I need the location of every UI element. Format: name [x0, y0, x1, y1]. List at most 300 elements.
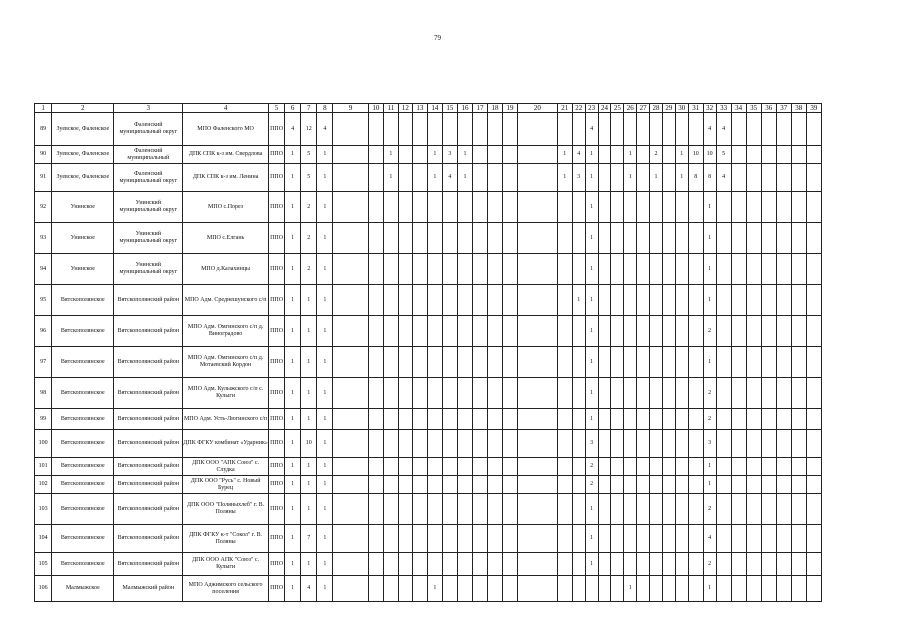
table-cell: [675, 113, 688, 146]
table-cell: [472, 192, 487, 223]
table-cell: 104: [35, 525, 52, 553]
table-cell: 2: [301, 223, 317, 254]
table-cell: Вятскополянский район: [114, 553, 183, 576]
table-cell: 1: [703, 285, 716, 316]
table-cell: 1: [457, 146, 472, 164]
table-cell: [611, 347, 624, 378]
table-row: [35, 164, 822, 192]
table-cell: [333, 223, 368, 254]
table-cell: [716, 476, 731, 494]
table-cell: [427, 494, 442, 525]
table-cell: Вятскополянское: [52, 494, 114, 525]
table-cell: [688, 113, 703, 146]
table-cell: [637, 525, 650, 553]
table-cell: [688, 458, 703, 476]
table-row: [35, 146, 822, 164]
table-cell: 1: [675, 146, 688, 164]
table-cell: [637, 378, 650, 409]
table-cell: 1: [427, 164, 442, 192]
table-cell: [624, 525, 637, 553]
table-cell: Вятскополянское: [52, 476, 114, 494]
table-cell: [457, 494, 472, 525]
table-cell: [731, 223, 746, 254]
table-cell: [572, 409, 585, 430]
table-cell: 1: [317, 553, 333, 576]
table-cell: 1: [317, 223, 333, 254]
page-number: 79: [434, 34, 441, 42]
table-cell: [368, 476, 383, 494]
table-cell: [333, 430, 368, 458]
table-cell: ДПК СПК к-з им. Свердлова: [183, 146, 269, 164]
table-cell: [598, 458, 611, 476]
table-cell: Вятскополянское: [52, 316, 114, 347]
table-cell: [761, 576, 776, 602]
table-cell: [518, 347, 558, 378]
table-cell: [472, 254, 487, 285]
table-cell: 1: [585, 409, 598, 430]
table-cell: [503, 223, 518, 254]
table-cell: Малмыжский район: [114, 576, 183, 602]
table-cell: Фаленский муниципальный округ: [114, 164, 183, 192]
table-cell: [488, 254, 503, 285]
table-cell: [412, 285, 427, 316]
table-cell: [398, 553, 412, 576]
table-cell: [731, 576, 746, 602]
table-cell: Вятскополянский район: [114, 409, 183, 430]
table-cell: 7: [301, 525, 317, 553]
table-cell: [383, 409, 398, 430]
table-cell: [650, 494, 663, 525]
table-cell: [368, 494, 383, 525]
table-cell: [572, 576, 585, 602]
table-cell: [472, 316, 487, 347]
table-cell: [383, 316, 398, 347]
table-cell: [791, 285, 806, 316]
table-cell: [398, 223, 412, 254]
table-cell: [624, 458, 637, 476]
table-cell: [598, 285, 611, 316]
table-cell: 3: [572, 164, 585, 192]
table-cell: ППО: [269, 458, 285, 476]
table-cell: [368, 458, 383, 476]
table-cell: [746, 347, 761, 378]
header-cell: 20: [518, 104, 558, 113]
table-cell: [518, 553, 558, 576]
table-cell: [650, 378, 663, 409]
table-cell: [488, 458, 503, 476]
table-cell: 98: [35, 378, 52, 409]
header-cell: 17: [472, 104, 487, 113]
table-cell: [412, 254, 427, 285]
table-cell: [637, 576, 650, 602]
table-cell: [572, 192, 585, 223]
table-cell: [398, 430, 412, 458]
table-cell: [572, 494, 585, 525]
table-cell: [731, 458, 746, 476]
table-cell: МПО Адм. Омгинского с/п д. Виноградово: [183, 316, 269, 347]
table-cell: [503, 476, 518, 494]
table-cell: [637, 553, 650, 576]
header-cell: 31: [688, 104, 703, 113]
table-cell: [488, 285, 503, 316]
table-cell: 1: [585, 494, 598, 525]
table-cell: [761, 347, 776, 378]
table-cell: [716, 192, 731, 223]
table-cell: [637, 146, 650, 164]
table-cell: 1: [317, 430, 333, 458]
table-cell: [557, 378, 572, 409]
table-cell: [650, 576, 663, 602]
table-cell: 1: [317, 378, 333, 409]
table-cell: [383, 525, 398, 553]
table-cell: 103: [35, 494, 52, 525]
table-cell: 1: [317, 494, 333, 525]
table-cell: [611, 285, 624, 316]
table-cell: [637, 285, 650, 316]
table-cell: ППО: [269, 409, 285, 430]
table-cell: [791, 316, 806, 347]
table-cell: 1: [572, 285, 585, 316]
header-cell: 33: [716, 104, 731, 113]
table-cell: [598, 347, 611, 378]
table-cell: [746, 476, 761, 494]
table-cell: [624, 409, 637, 430]
table-cell: [791, 192, 806, 223]
table-cell: [716, 430, 731, 458]
table-cell: [746, 164, 761, 192]
table-cell: 1: [301, 285, 317, 316]
header-cell: 37: [776, 104, 791, 113]
table-cell: ДПК ФГКУ к-т "Сокол" г. В. Поляны: [183, 525, 269, 553]
table-cell: [806, 192, 821, 223]
table-cell: 1: [427, 146, 442, 164]
table-cell: 94: [35, 254, 52, 285]
table-cell: [746, 254, 761, 285]
table-cell: [650, 113, 663, 146]
table-cell: [598, 553, 611, 576]
table-cell: [746, 525, 761, 553]
table-cell: 1: [624, 146, 637, 164]
table-cell: 1: [301, 316, 317, 347]
table-cell: [457, 285, 472, 316]
table-cell: [746, 553, 761, 576]
table-cell: [761, 430, 776, 458]
table-cell: Вятскополянский район: [114, 525, 183, 553]
header-cell: 19: [503, 104, 518, 113]
table-cell: 1: [285, 378, 301, 409]
table-cell: [761, 254, 776, 285]
table-cell: [412, 347, 427, 378]
table-cell: 1: [285, 146, 301, 164]
table-cell: 92: [35, 192, 52, 223]
table-cell: [776, 409, 791, 430]
table-cell: [746, 378, 761, 409]
table-cell: [716, 347, 731, 378]
table-cell: [368, 347, 383, 378]
table-cell: [457, 430, 472, 458]
table-cell: МПО Адм. Среднешунского с/п: [183, 285, 269, 316]
table-cell: [503, 146, 518, 164]
table-row: [35, 223, 822, 254]
table-cell: [488, 576, 503, 602]
table-cell: [624, 192, 637, 223]
table-cell: [472, 347, 487, 378]
table-cell: [637, 494, 650, 525]
table-cell: [761, 409, 776, 430]
table-cell: 1: [285, 316, 301, 347]
table-cell: [716, 576, 731, 602]
table-cell: 1: [703, 223, 716, 254]
table-cell: 4: [572, 146, 585, 164]
table-cell: [746, 494, 761, 525]
header-cell: 10: [368, 104, 383, 113]
table-cell: [398, 494, 412, 525]
header-cell: 12: [398, 104, 412, 113]
table-cell: [746, 409, 761, 430]
table-cell: [333, 146, 368, 164]
table-cell: 8: [703, 164, 716, 192]
table-cell: [442, 347, 457, 378]
table-cell: [746, 192, 761, 223]
table-cell: ППО: [269, 316, 285, 347]
header-cell: 36: [761, 104, 776, 113]
table-cell: [383, 285, 398, 316]
table-cell: [776, 458, 791, 476]
table-cell: [624, 254, 637, 285]
table-cell: [650, 458, 663, 476]
table-cell: [398, 113, 412, 146]
table-cell: [472, 430, 487, 458]
table-cell: [776, 525, 791, 553]
table-cell: [383, 458, 398, 476]
table-cell: [427, 525, 442, 553]
table-cell: 1: [585, 347, 598, 378]
table-cell: ППО: [269, 223, 285, 254]
table-cell: [503, 285, 518, 316]
table-cell: [662, 409, 675, 430]
table-cell: [791, 553, 806, 576]
table-cell: [488, 476, 503, 494]
table-cell: 1: [285, 285, 301, 316]
table-cell: [333, 494, 368, 525]
table-cell: 1: [285, 525, 301, 553]
table-cell: 102: [35, 476, 52, 494]
table-cell: [398, 458, 412, 476]
table-cell: 1: [317, 458, 333, 476]
table-cell: [412, 164, 427, 192]
table-cell: [675, 378, 688, 409]
table-cell: 1: [457, 164, 472, 192]
table-cell: [637, 347, 650, 378]
table-cell: [598, 254, 611, 285]
table-cell: 4: [703, 113, 716, 146]
table-cell: [688, 285, 703, 316]
table-cell: [368, 113, 383, 146]
table-cell: [731, 430, 746, 458]
table-cell: [412, 476, 427, 494]
table-cell: 2: [301, 192, 317, 223]
table-cell: 1: [301, 553, 317, 576]
table-cell: [806, 378, 821, 409]
table-cell: [585, 576, 598, 602]
table-cell: [716, 316, 731, 347]
table-cell: Унинское: [52, 192, 114, 223]
table-cell: 1: [301, 476, 317, 494]
header-cell: 3: [114, 104, 183, 113]
table-cell: [731, 113, 746, 146]
table-cell: [398, 316, 412, 347]
table-cell: 1: [301, 494, 317, 525]
table-cell: 8: [688, 164, 703, 192]
table-cell: [761, 192, 776, 223]
table-cell: [572, 458, 585, 476]
header-cell: 11: [383, 104, 398, 113]
table-cell: [611, 254, 624, 285]
header-cell: 34: [731, 104, 746, 113]
table-cell: [662, 476, 675, 494]
table-cell: [791, 476, 806, 494]
table-cell: [611, 430, 624, 458]
table-cell: 2: [703, 494, 716, 525]
table-cell: [761, 494, 776, 525]
table-cell: [427, 409, 442, 430]
table-cell: [675, 576, 688, 602]
table-cell: [398, 476, 412, 494]
table-cell: [572, 113, 585, 146]
table-cell: [806, 553, 821, 576]
table-cell: [675, 285, 688, 316]
table-cell: [398, 576, 412, 602]
table-cell: [557, 285, 572, 316]
table-cell: 2: [703, 553, 716, 576]
table-row: [35, 458, 822, 476]
header-cell: 14: [427, 104, 442, 113]
table-cell: 1: [285, 347, 301, 378]
table-cell: [503, 576, 518, 602]
header-cell: 35: [746, 104, 761, 113]
table-cell: 1: [285, 164, 301, 192]
table-cell: [383, 223, 398, 254]
table-cell: [650, 409, 663, 430]
table-cell: [503, 525, 518, 553]
table-cell: 1: [585, 192, 598, 223]
table-cell: [611, 113, 624, 146]
table-cell: [518, 316, 558, 347]
table-cell: [650, 254, 663, 285]
table-cell: [368, 525, 383, 553]
table-row: [35, 347, 822, 378]
table-cell: [791, 223, 806, 254]
table-cell: [806, 285, 821, 316]
table-cell: [688, 409, 703, 430]
table-cell: [398, 192, 412, 223]
table-cell: [442, 576, 457, 602]
table-cell: [776, 254, 791, 285]
table-cell: [688, 223, 703, 254]
table-cell: [611, 378, 624, 409]
table-cell: 1: [703, 576, 716, 602]
table-cell: [368, 378, 383, 409]
table-cell: [650, 476, 663, 494]
table-cell: [761, 458, 776, 476]
table-cell: [557, 553, 572, 576]
table-cell: [776, 164, 791, 192]
table-cell: [776, 494, 791, 525]
table-cell: [412, 430, 427, 458]
table-cell: [675, 430, 688, 458]
table-cell: ДПК ООО "Поляныхлеб" г. В. Поляны: [183, 494, 269, 525]
table-cell: 1: [383, 164, 398, 192]
header-cell: 13: [412, 104, 427, 113]
table-cell: Вятскополянский район: [114, 458, 183, 476]
table-cell: [731, 553, 746, 576]
table-cell: [472, 476, 487, 494]
table-cell: [368, 164, 383, 192]
header-cell: 39: [806, 104, 821, 113]
table-cell: ППО: [269, 476, 285, 494]
table-cell: [637, 476, 650, 494]
table-cell: [398, 285, 412, 316]
header-cell: 32: [703, 104, 716, 113]
table-cell: [611, 409, 624, 430]
table-cell: [398, 164, 412, 192]
table-cell: [611, 494, 624, 525]
table-cell: [518, 525, 558, 553]
table-cell: 1: [301, 378, 317, 409]
table-cell: ППО: [269, 430, 285, 458]
table-cell: [611, 164, 624, 192]
table-cell: МПО Аджимского сельского поселения: [183, 576, 269, 602]
table-cell: [398, 347, 412, 378]
table-cell: МПО с.Порез: [183, 192, 269, 223]
table-cell: 90: [35, 146, 52, 164]
table-cell: ППО: [269, 285, 285, 316]
table-cell: [761, 113, 776, 146]
table-cell: ППО: [269, 576, 285, 602]
table-cell: 89: [35, 113, 52, 146]
table-cell: 4: [285, 113, 301, 146]
table-cell: [637, 430, 650, 458]
table-cell: [791, 254, 806, 285]
table-cell: [598, 525, 611, 553]
table-cell: [624, 316, 637, 347]
table-row: [35, 192, 822, 223]
table-cell: ДПК ООО "Русь" с. Новый Бурец: [183, 476, 269, 494]
table-cell: [731, 285, 746, 316]
table-row: [35, 430, 822, 458]
table-cell: 3: [442, 146, 457, 164]
table-cell: [806, 146, 821, 164]
table-cell: Вятскополянский район: [114, 285, 183, 316]
table-cell: [650, 192, 663, 223]
table-cell: [731, 494, 746, 525]
table-cell: [472, 553, 487, 576]
table-cell: Зуевское, Фаленское: [52, 146, 114, 164]
table-cell: [806, 409, 821, 430]
table-cell: [442, 409, 457, 430]
table-cell: [572, 316, 585, 347]
table-cell: [383, 192, 398, 223]
table-cell: [333, 113, 368, 146]
table-cell: 1: [703, 254, 716, 285]
table-row: [35, 494, 822, 525]
table-cell: [675, 476, 688, 494]
table-cell: [650, 347, 663, 378]
table-cell: 1: [557, 164, 572, 192]
table-cell: [488, 164, 503, 192]
table-cell: [472, 285, 487, 316]
table-cell: [624, 113, 637, 146]
